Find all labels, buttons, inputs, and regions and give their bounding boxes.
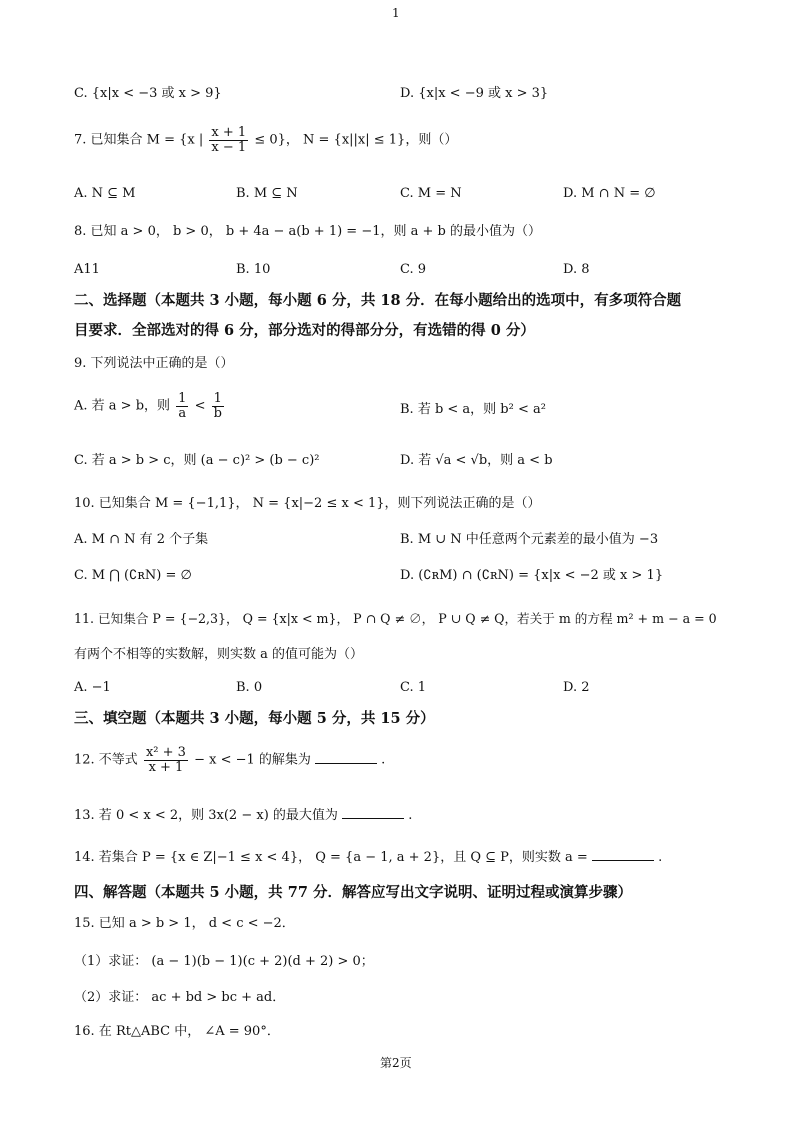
q11-option-c: C. 1 <box>400 680 427 695</box>
q7-frac-den: x − 1 <box>211 139 247 155</box>
q7-frac-num: x + 1 <box>211 125 247 140</box>
q9-option-c: C. 若 a > b > c，则 (a − c)² > (b − c)² <box>74 453 320 468</box>
q8-option-b: B. 10 <box>236 262 271 277</box>
q15-part2: （2）求证： ac + bd > bc + ad． <box>74 990 286 1005</box>
q6-option-d: D. {x|x < −9 或 x > 3} <box>400 86 549 101</box>
q12-suffix: − x < −1 的解集为 <box>194 752 311 768</box>
q9-a-lt: < <box>194 398 206 414</box>
q9-a-frac2-den: b <box>213 405 222 421</box>
q10-stem: 10. 已知集合 M = {−1,1}， N = {x|−2 ≤ x < 1}，则下列说法正确的是（） <box>74 496 541 511</box>
q7-stem <box>74 126 457 154</box>
q14-line <box>74 848 662 866</box>
q7-option-d: D. M ∩ N = ∅ <box>563 186 656 201</box>
q13-answer-blank[interactable] <box>342 806 404 819</box>
q12-answer-blank[interactable] <box>315 751 377 764</box>
q15-stem: 15. 已知 a > b > 1， d < c < −2． <box>74 916 295 931</box>
q10-option-a: A. M ∩ N 有 2 个子集 <box>74 532 209 547</box>
q7-stem-suffix: ≤ 0}， N = {x||x| ≤ 1}，则（） <box>254 132 458 148</box>
q7-option-b: B. M ⊆ N <box>236 186 298 201</box>
q12-line <box>74 746 385 774</box>
q12-frac-num: x² + 3 <box>145 745 186 760</box>
q12-fraction <box>144 746 188 774</box>
q14-prefix: 14. 若集合 P = {x ∈ Z|−1 ≤ x < 4}， Q = {a − 1, a + 2}，且 Q ⊆ P，则实数 a = <box>74 850 588 865</box>
q7-fraction <box>209 126 248 154</box>
q14-end: . <box>658 850 663 865</box>
q8-option-d: D. 8 <box>563 262 590 277</box>
q6-option-c: C. {x|x < −3 或 x > 9} <box>74 86 222 101</box>
q9-a-prefix: A. 若 a > b，则 <box>74 398 171 414</box>
q16-stem: 16. 在 Rt△ABC 中， ∠A = 90°． <box>74 1024 280 1039</box>
section2-heading-line2: 目要求．全部选对的得 6 分，部分选对的得部分分，有选错的得 0 分） <box>74 322 535 339</box>
section4-heading: 四、解答题（本题共 5 小题，共 77 分．解答应写出文字说明、证明过程或演算步骤） <box>74 884 632 901</box>
q12-end: . <box>381 752 386 768</box>
q15-part1: （1）求证： (a − 1)(b − 1)(c + 2)(d + 2) > 0； <box>74 954 374 969</box>
q11-option-b: B. 0 <box>236 680 263 695</box>
page-marker: 1 <box>392 6 400 20</box>
q11-stem-line2: 有两个不相等的实数解，则实数 a 的值可能为（） <box>74 647 364 662</box>
q9-a-frac2-num: 1 <box>213 391 222 406</box>
q9-stem: 9. 下列说法中正确的是（） <box>74 356 234 371</box>
q13-end: . <box>408 808 413 823</box>
q10-option-b: B. M ∪ N 中任意两个元素差的最小值为 −3 <box>400 532 659 547</box>
page-footer: 第2页 <box>380 1056 412 1070</box>
q8-option-c: C. 9 <box>400 262 427 277</box>
q10-option-c: C. M ⋂ (∁ʀN) = ∅ <box>74 568 192 583</box>
q9-a-frac1-den: a <box>178 405 187 421</box>
q9-option-b: B. 若 b < a，则 b² < a² <box>400 402 546 417</box>
q9-option-a <box>74 392 226 420</box>
q7-stem-prefix: 7. 已知集合 M = {x | <box>74 132 204 148</box>
q14-answer-blank[interactable] <box>592 848 654 861</box>
q12-frac-den: x + 1 <box>148 759 184 775</box>
q9-a-frac1-num: 1 <box>178 391 187 406</box>
q11-option-d: D. 2 <box>563 680 590 695</box>
q11-option-a: A. −1 <box>74 680 111 695</box>
q8-option-a: A11 <box>74 262 100 277</box>
q7-option-a: A. N ⊆ M <box>74 186 136 201</box>
section3-heading: 三、填空题（本题共 3 小题，每小题 5 分，共 15 分） <box>74 710 435 727</box>
q11-stem-line1: 11. 已知集合 P = {−2,3}， Q = {x|x < m}， P ∩ Q ≠ ∅， P ∪ Q ≠ Q，若关于 m 的方程 m² + m − a = 0 <box>74 611 717 626</box>
q7-option-c: C. M = N <box>400 186 462 201</box>
q9-a-frac1 <box>176 392 188 420</box>
section2-heading-line1: 二、选择题（本题共 3 小题，每小题 6 分，共 18 分．在每小题给出的选项中，有多项符合题 <box>74 292 682 309</box>
q8-stem: 8. 已知 a > 0， b > 0， b + 4a − a(b + 1) = −1，则 a + b 的最小值为（） <box>74 224 541 239</box>
q12-prefix: 12. 不等式 <box>74 752 138 768</box>
q10-option-d: D. (∁ʀM) ∩ (∁ʀN) = {x|x < −2 或 x > 1} <box>400 568 664 583</box>
q13-line <box>74 806 412 824</box>
q9-option-d: D. 若 √a < √b，则 a < b <box>400 453 553 468</box>
q13-prefix: 13. 若 0 < x < 2，则 3x(2 − x) 的最大值为 <box>74 808 338 823</box>
q9-a-frac2 <box>212 392 224 420</box>
